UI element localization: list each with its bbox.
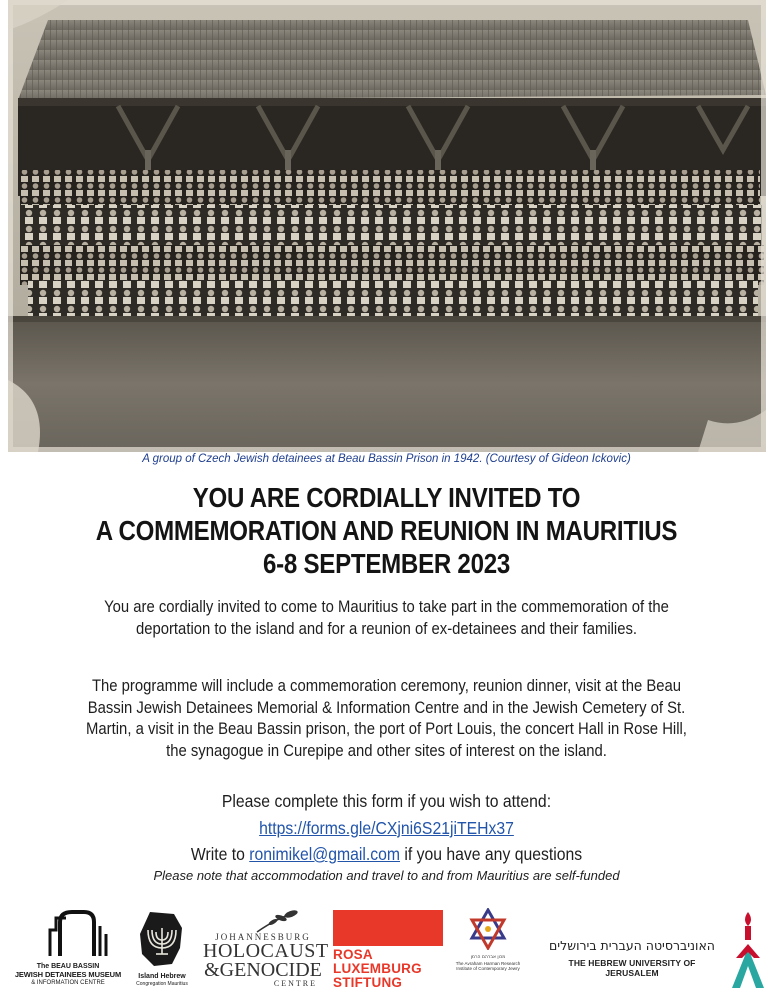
rosa-line-3: STIFTUNG <box>333 975 403 990</box>
island-hebrew-logo <box>132 908 192 990</box>
avraham-line-3: Institute of Contemporary Jewry <box>456 966 520 971</box>
bb-line-3: & INFORMATION CENTRE <box>31 980 105 986</box>
funding-note: Please note that accommodation and travel to and from Mauritius are self-funded <box>153 868 620 883</box>
intro-paragraph: You are cordially invited to come to Mauritius to take part in the commemoration of the deportation to the island and for a reunion of ex-detainees and their families. <box>104 598 669 638</box>
menorah-island-icon <box>132 908 192 968</box>
bb-line-2: JEWISH DETAINEES MUSEUM <box>14 970 122 979</box>
rosa-line-1: ROSA <box>333 947 373 962</box>
jhgc-line-3: &GENOCIDE <box>204 959 322 981</box>
contact-prefix: Write to <box>190 844 250 864</box>
sponsor-logos <box>0 900 773 1000</box>
form-link-container <box>39 818 735 839</box>
avraham-line-1: מכון אברהם הרמן <box>470 955 506 960</box>
beau-bassin-museum-logo <box>10 908 126 988</box>
star-of-david-icon <box>468 908 508 950</box>
programme-paragraph: The programme will include a commemoration ceremony, reunion dinner, visit at the Beau Bassin Jewish Detainees Memorial & Information Centre and in the Jewish Cemetery of St. Martin, a visit in the Beau Bassin prison, the port of Port Louis, the concert Hall in Rose Hill, the synagogue in Curepipe and other sites of interest on the island. <box>86 677 687 760</box>
heading-line-2: A COMMEMORATION AND REUNION IN MAURITIUS <box>95 515 678 546</box>
contact-email-link[interactable]: ronimikel@gmail.com <box>249 844 400 864</box>
rosa-red-block <box>333 910 443 946</box>
registration-form-link[interactable]: https://forms.gle/CXjni6S21jiTEHx37 <box>259 818 514 838</box>
historic-group-photo <box>8 0 766 452</box>
invitation-heading <box>54 481 719 580</box>
jhgc-line-1: JOHANNESBURG <box>215 932 311 942</box>
form-prompt: Please complete this form if you wish to attend: <box>221 791 552 811</box>
jhgc-line-2: HOLOCAUST <box>203 940 329 962</box>
photo-illustration <box>8 0 766 452</box>
huji-emblem-icon <box>728 908 768 990</box>
contact-suffix: if you have any questions <box>400 844 583 864</box>
huji-hebrew-name: האוניברסיטה העברית בירושלים <box>549 938 715 953</box>
avraham-line-2: The Avraham Harman Research <box>455 960 521 966</box>
huji-english-name: THE HEBREW UNIVERSITY OF JERUSALEM <box>568 958 696 978</box>
rosa-line-2: LUXEMBURG <box>333 961 422 976</box>
rosa-text <box>333 948 443 990</box>
avraham-harman-institute-logo <box>452 908 524 990</box>
sapling-icon <box>247 908 307 934</box>
hebrew-university-logo <box>540 908 768 990</box>
contact-line <box>39 844 735 865</box>
jhgc-line-4: CENTRE <box>273 979 317 988</box>
bb-line-1: The BEAU BASSIN <box>36 963 100 970</box>
heading-date: 6-8 SEPTEMBER 2023 <box>263 548 510 579</box>
photo-caption: A group of Czech Jewish detainees at Beau Bassin Prison in 1942. (Courtesy of Gideon Ickovic) <box>142 453 631 465</box>
rosa-luxemburg-stiftung-logo <box>333 908 443 990</box>
gate-arch-icon <box>10 908 126 958</box>
ih-line-1: Island Hebrew <box>138 973 186 980</box>
johannesburg-holocaust-centre-logo <box>203 908 329 990</box>
heading-line-1: YOU ARE CORDIALLY INVITED TO <box>192 482 581 513</box>
ih-line-2: Congregation Mauritius <box>136 981 188 987</box>
